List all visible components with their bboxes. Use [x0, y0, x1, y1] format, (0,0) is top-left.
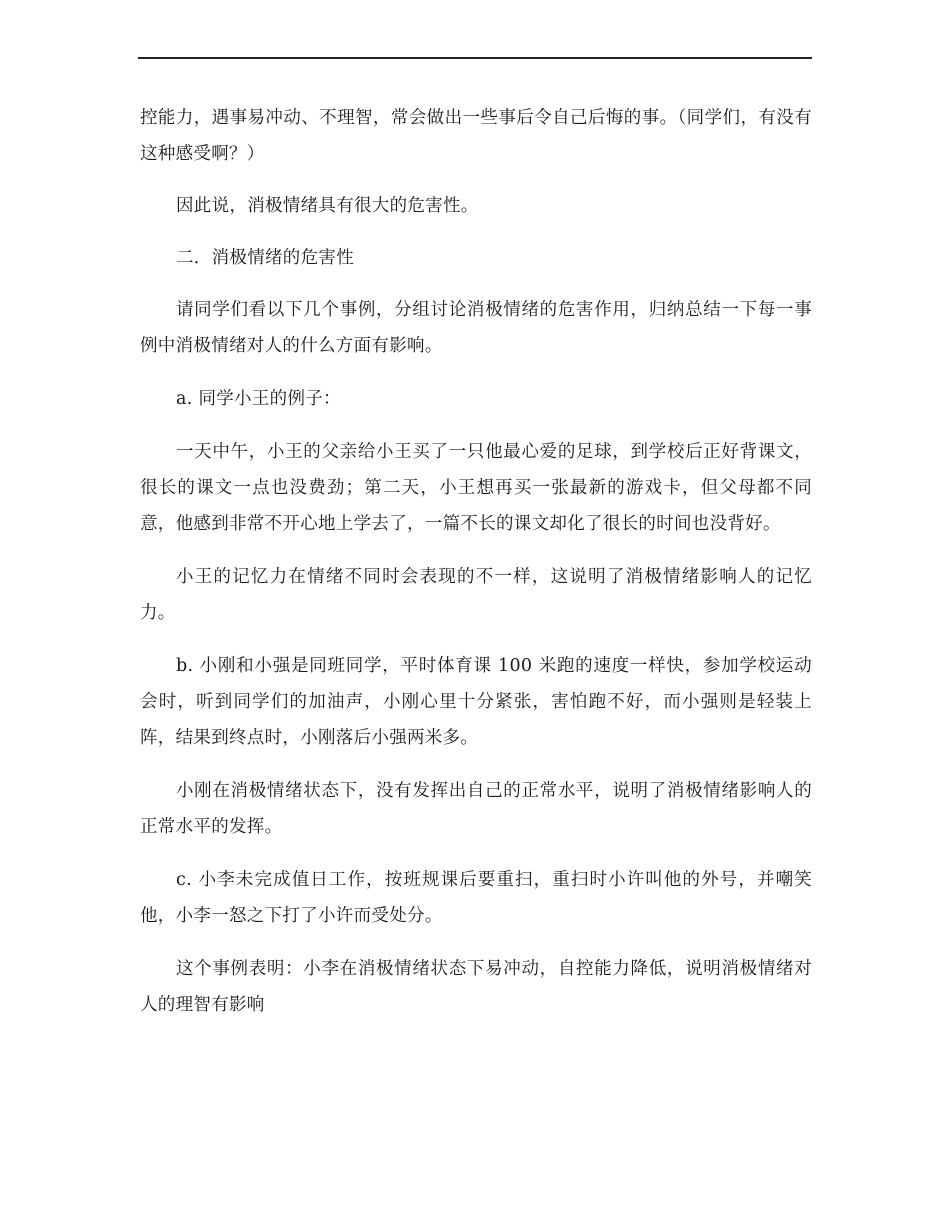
paragraph-instruction: 请同学们看以下几个事例，分组讨论消极情绪的危害作用，归纳总结一下每一事例中消极情绪对人的什么方面有影响。	[140, 300, 812, 356]
example-c-analysis: 这个事例表明：小李在消极情绪状态下易冲动，自控能力降低，说明消极情绪对人的理智有影响	[140, 959, 812, 1015]
example-a-analysis: 小王的记忆力在情绪不同时会表现的不一样，这说明了消极情绪影响人的记忆力。	[140, 567, 812, 623]
example-a-title: a. 同学小王的例子：	[176, 389, 341, 409]
header-rule	[138, 57, 812, 59]
paragraph-conclusion: 因此说，消极情绪具有很大的危害性。	[176, 196, 479, 216]
example-b-story: b. 小刚和小强是同班同学，平时体育课 100 米跑的速度一样快，参加学校运动会时，听到同学们的加油声，小刚心里十分紧张，害怕跑不好，而小强则是轻装上阵，结果到终点时，小刚落后小强两米多。	[140, 656, 812, 748]
example-c-story: c. 小李未完成值日工作，按班规课后要重扫，重扫时小许叫他的外号，并嘲笑他，小李一怒之下打了小许而受处分。	[140, 870, 812, 926]
example-a-story: 一天中午，小王的父亲给小王买了一只他最心爱的足球，到学校后正好背课文，很长的课文一点也没费劲；第二天，小王想再买一张最新的游戏卡，但父母都不同意，他感到非常不开心地上学去了，一篇不长的课文却化了很长的时间也没背好。	[140, 442, 812, 534]
paragraph-continuation: 控能力，遇事易冲动、不理智，常会做出一些事后令自己后悔的事。（同学们，有没有这种感受啊？）	[140, 108, 812, 164]
document-body	[140, 100, 812, 1023]
section-heading: 二．消极情绪的危害性	[176, 248, 354, 268]
example-b-analysis: 小刚在消极情绪状态下，没有发挥出自己的正常水平，说明了消极情绪影响人的正常水平的发挥。	[140, 781, 812, 837]
